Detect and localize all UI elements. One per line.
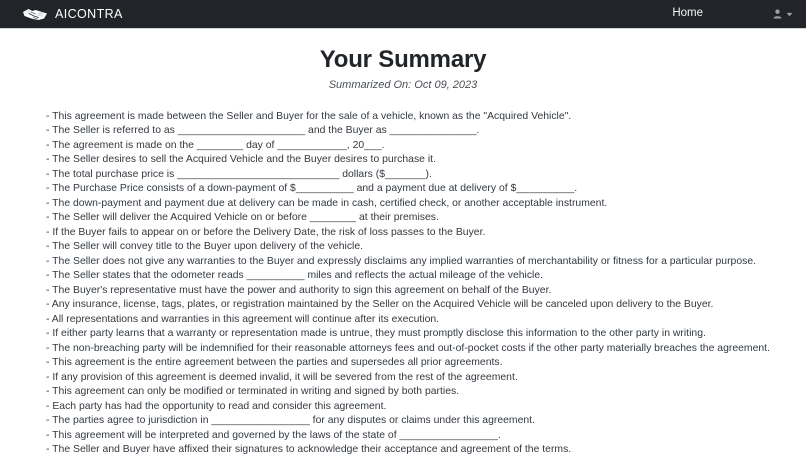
summary-clause-line: - The parties agree to jurisdiction in _________________ for any disputes or claims under this agreement. [46,415,535,427]
summary-clause-line: - Each party has had the opportunity to read and consider this agreement. [46,400,387,412]
summary-clause-line: - This agreement can only be modified or terminated in writing and signed by both parties. [46,386,460,398]
summary-clause-line: - The total purchase price is ____________________________ dollars ($_______). [46,168,432,180]
summary-clause-list [0,110,806,458]
summary-page [0,29,806,458]
user-icon [773,9,782,19]
summary-clause-line: - The agreement is made on the ________ day of ____________, 20___. [46,139,385,151]
summary-clause-line: - The Seller is referred to as ______________________ and the Buyer as _______________. [46,125,480,137]
summary-clause-line: - The Seller will convey title to the Buyer upon delivery of the vehicle. [46,241,364,253]
summary-clause-line: - This agreement will be interpreted and governed by the laws of the state of _________________. [46,429,501,441]
summary-clause-line: - The Seller does not give any warranties to the Buyer and expressly disclaims any implied warranties of merchantability or fitness for a particular purpose. [46,255,757,267]
account-menu[interactable] [773,9,795,19]
handshake-icon [22,6,48,22]
brand-logo-link[interactable] [22,6,123,22]
summary-clause-line: - This agreement is the entire agreement between the parties and supersedes all prior agreements. [46,357,503,369]
navbar-links [660,8,715,20]
summary-clause-line: - The Seller desires to sell the Acquired Vehicle and the Buyer desires to purchase it. [46,154,436,166]
summary-clause-line: - The Seller and Buyer have affixed their signatures to acknowledge their acceptance and agreement of the terms. [46,444,572,456]
summarized-on-subtitle: Summarized On: Oct 09, 2023 [328,78,478,91]
nav-link-home[interactable]: Home [672,7,703,20]
brand-name: AICONTRA [55,6,123,21]
page-title: Your Summary [319,46,487,73]
summary-clause-line: - The Purchase Price consists of a down-payment of $__________ and a payment due at delivery of $__________. [46,183,578,195]
summary-clause-line: - The non-breaching party will be indemnified for their reasonable attorneys fees and out-of-pocket costs if the other party materially breaches the agreement. [46,342,770,354]
summary-clause-line: - The Buyer's representative must have the power and authority to sign this agreement on behalf of the Buyer. [46,284,552,296]
chevron-down-icon [786,12,793,17]
summary-clause-line: - This agreement is made between the Seller and Buyer for the sale of a vehicle, known as the "Acquired Vehicle". [46,110,572,122]
summary-clause-line: - Any insurance, license, tags, plates, or registration maintained by the Seller on the Acquired Vehicle will be canceled upon delivery to the Buyer. [46,299,714,311]
summary-clause-line: - The Seller will deliver the Acquired Vehicle on or before ________ at their premises. [46,212,439,224]
summary-clause-line: - If the Buyer fails to appear on or before the Delivery Date, the risk of loss passes to the Buyer. [46,226,486,238]
summary-clause-line: - If any provision of this agreement is deemed invalid, it will be severed from the rest of the agreement. [46,371,518,383]
summary-clause-line: - If either party learns that a warranty or representation made is untrue, they must promptly disclose this information to the other party in writing. [46,328,706,340]
summary-clause-line: - The down-payment and payment due at delivery can be made in cash, certified check, or another acceptable instrument. [46,197,608,209]
summary-clause-line: - All representations and warranties in this agreement will continue after its execution. [46,313,440,325]
top-navbar [0,0,806,29]
summary-clause-line: - The Seller states that the odometer reads __________ miles and reflects the actual mileage of the vehicle. [46,270,544,282]
